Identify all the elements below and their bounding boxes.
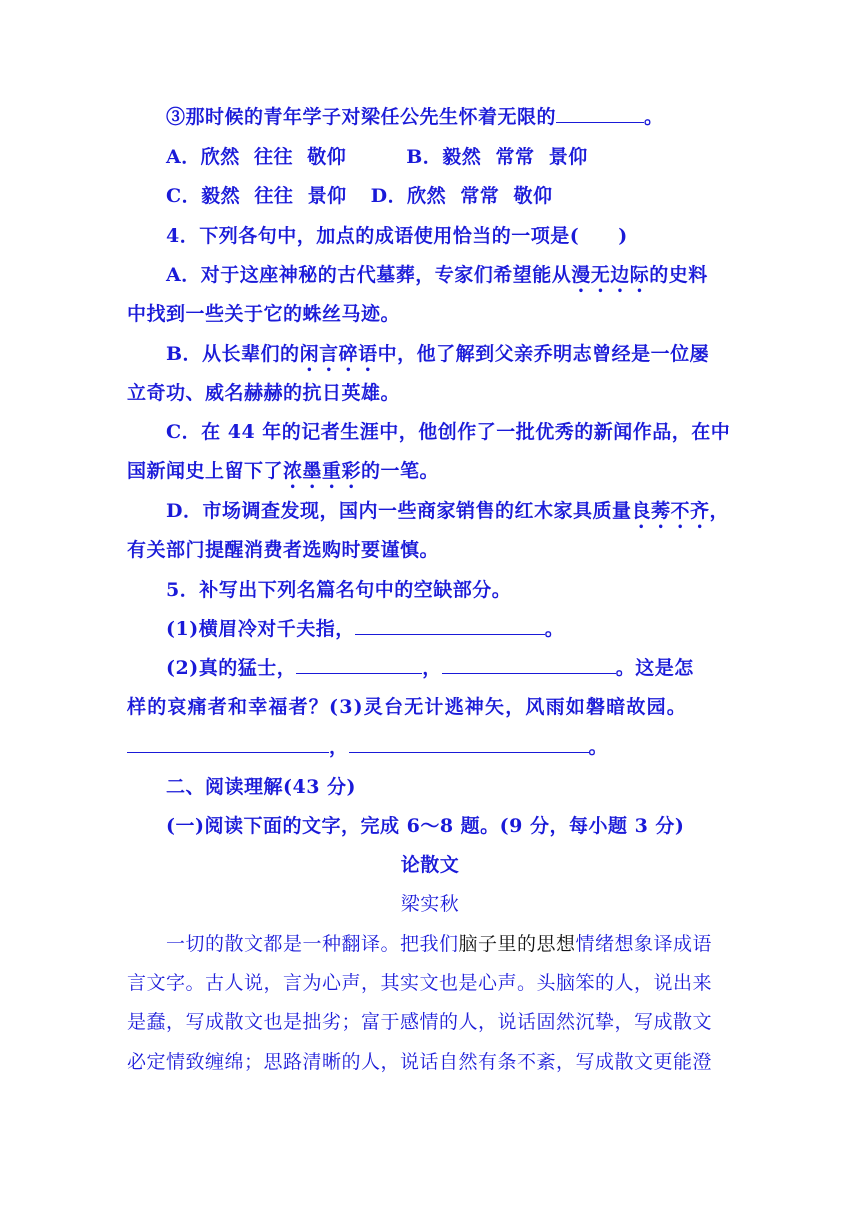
q4-b-suffix: 中，他了解到父亲乔明志曾经是一位屡 [377, 343, 710, 365]
q3-item-blank [556, 104, 644, 123]
q4-b-prefix: B．从长辈们的 [166, 343, 300, 365]
q3-options-row-2 [166, 183, 735, 209]
section2-heading: 二、阅读理解(43 分) [166, 776, 357, 798]
essay-p1-part-b: 脑子里的思想 [458, 933, 576, 955]
q5-item-2-line1 [166, 655, 735, 681]
q4-d-prefix: D．市场调查发现，国内一些商家销售的红木家具质量 [166, 500, 632, 522]
q5-item3-suffix: 。 [588, 736, 609, 758]
q4-a-prefix: A．对于这座神秘的古代墓葬，专家们希望能从 [166, 264, 572, 286]
q5-item1-prefix: (1)横眉冷对千夫指， [166, 618, 355, 640]
q5-item1-blank [355, 616, 545, 635]
q4-d-idiom: 良莠不齐 [631, 500, 710, 522]
q4-stem: 4．下列各句中，加点的成语使用恰当的一项是( ) [166, 225, 628, 247]
q5-item3-mid: ， [329, 736, 349, 758]
section2-subheading: (一)阅读下面的文字，完成 6～8 题。(9 分，每小题 3 分) [166, 815, 685, 837]
q4-b-idiom: 闲言碎语 [299, 343, 378, 365]
q4-option-a-line2: 中找到一些关于它的蛛丝马迹。 [127, 303, 401, 325]
q5-item-2-line2: 样的哀痛者和幸福者？(3)灵台无计逃神矢，风雨如磐暗故园。 [127, 696, 688, 718]
q4-option-b-line1 [166, 341, 735, 376]
essay-paragraph-line4: 必定情致缠绵；思路清晰的人，说话自然有条不紊，写成散文更能澄 [127, 1051, 713, 1073]
q5-item3-blank-1 [127, 734, 329, 753]
essay-p1-part-a: 一切的散文都是一种翻译。把我们 [166, 933, 459, 955]
essay-author: 梁实秋 [400, 893, 460, 915]
q3-item-suffix: 。 [644, 106, 664, 128]
q4-option-d-line1 [166, 498, 735, 533]
q5-item2-mid: ， [422, 657, 442, 679]
q4-option-c-line2 [127, 458, 735, 493]
q5-item2-suffix: 。这是怎 [615, 657, 694, 679]
q3-item-3 [166, 104, 735, 130]
q4-c-suffix: 的一笔。 [361, 460, 440, 482]
q5-item2-blank-1 [296, 655, 422, 674]
q5-stem: 5．补写出下列名篇名句中的空缺部分。 [166, 579, 512, 601]
q5-item1-suffix: 。 [544, 618, 565, 640]
q3-options-row-1 [166, 144, 735, 170]
q5-item-1 [166, 616, 735, 642]
essay-paragraph-line3: 是蠢，写成散文也是拙劣；富于感情的人，说话固然沉挚，写成散文 [127, 1011, 713, 1033]
q4-option-c-line1: C．在 44 年的记者生涯中，他创作了一批优秀的新闻作品，在中 [166, 421, 731, 443]
essay-paragraph-line1 [166, 931, 735, 957]
q3-option-c: C．毅然 往往 景仰 [166, 185, 347, 207]
q3-option-a: A．欣然 往往 敬仰 [166, 146, 347, 168]
essay-paragraph-line2: 言文字。古人说，言为心声，其实文也是心声。头脑笨的人，说出来 [127, 972, 713, 994]
essay-p1-part-c: 情绪想象译成语 [575, 933, 713, 955]
q4-option-b-line2: 立奇功、威名赫赫的抗日英雄。 [127, 382, 401, 404]
q3-item-prefix: ③那时候的青年学子对梁任公先生怀着无限的 [166, 106, 557, 128]
q4-option-a-line1 [166, 262, 735, 297]
q4-option-d-line2: 有关部门提醒消费者选购时要谨慎。 [127, 539, 440, 561]
q4-a-suffix: 的史料 [649, 264, 708, 286]
q5-item3-blank-2 [349, 734, 589, 753]
q3-option-b: B．毅然 常常 景仰 [406, 146, 588, 168]
essay-title: 论散文 [400, 854, 460, 876]
q4-c-prefix: 国新闻史上留下了 [127, 460, 284, 482]
q4-c-idiom: 浓墨重彩 [283, 460, 362, 482]
q5-item2-prefix: (2)真的猛士， [166, 657, 297, 679]
q4-d-suffix: ， [709, 500, 730, 522]
q3-option-d: D．欣然 常常 敬仰 [370, 185, 553, 207]
q4-a-idiom: 漫无边际 [571, 264, 650, 286]
q5-item2-blank-2 [442, 655, 616, 674]
q5-item-3-blanks [127, 734, 735, 760]
